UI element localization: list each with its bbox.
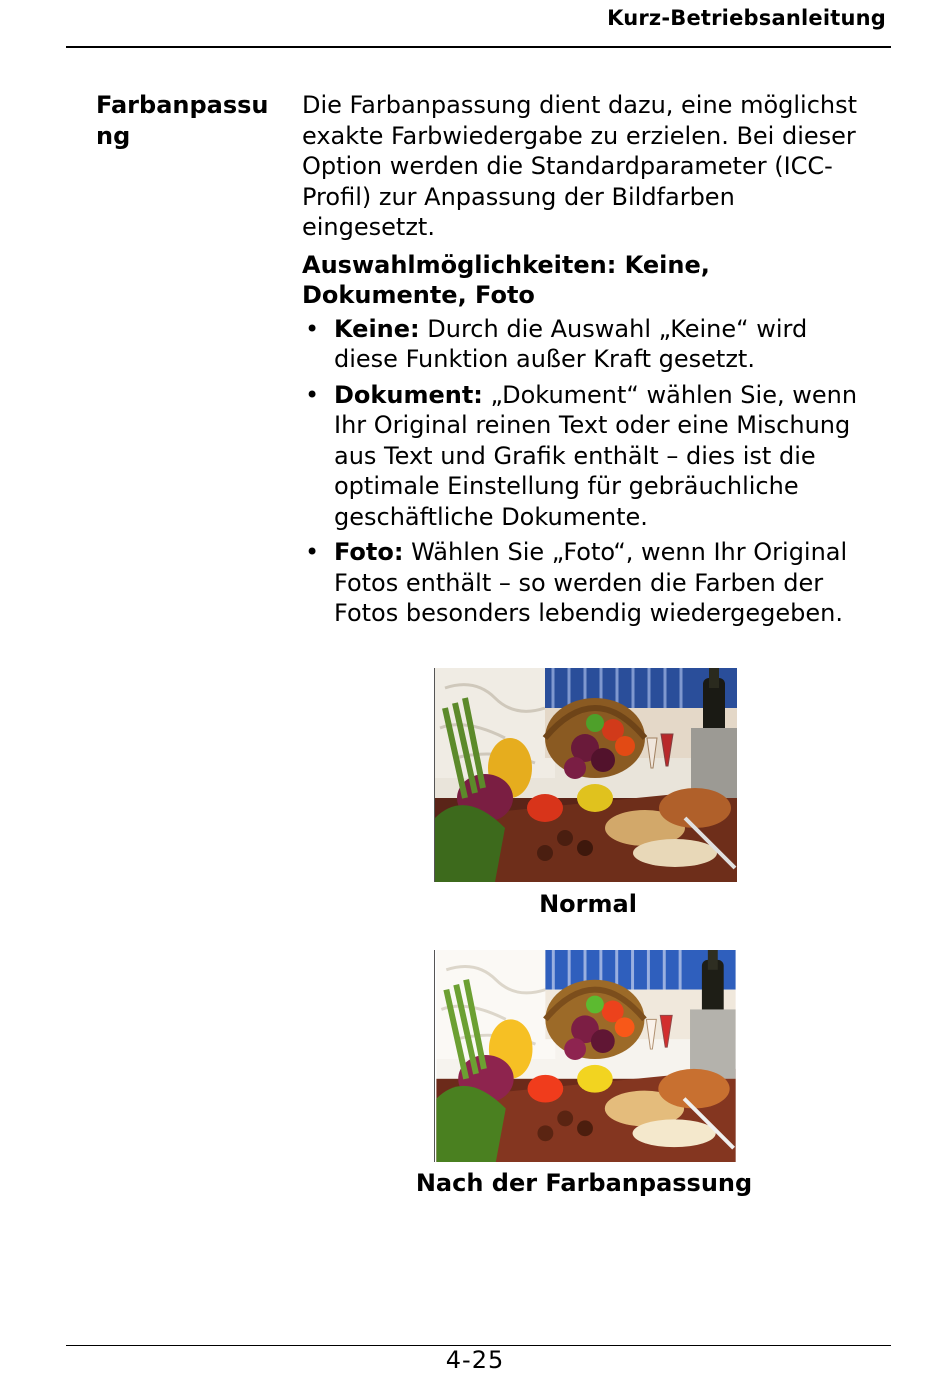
figure-caption-normal: Normal	[539, 890, 637, 918]
bullet-term: Foto:	[334, 538, 404, 566]
bullet-icon: •	[305, 314, 320, 343]
bullet-text: „Dokument“ wählen Sie, wenn Ihr Original reinen Text oder eine Mischung aus Text und Grafik enthält – dies ist die optimale Einstellung für gebräuchliche geschäftliche Dokumente.	[334, 380, 858, 531]
options-list	[302, 314, 872, 629]
list-item-foto	[302, 537, 872, 629]
list-item-keine	[302, 314, 872, 375]
section-body	[302, 90, 872, 634]
bullet-icon: •	[305, 380, 320, 409]
photo-color-matched	[434, 950, 737, 1162]
options-heading: Auswahlmöglichkeiten: Keine, Dokumente, Foto	[302, 250, 710, 309]
bullet-term: Keine:	[334, 314, 420, 343]
header-rule	[66, 46, 891, 48]
section-heading	[96, 90, 286, 152]
bullet-text: Durch die Auswahl „Keine“ wird diese Funktion außer Kraft gesetzt.	[334, 314, 808, 373]
photo-normal	[434, 668, 737, 882]
section-heading-line1: Farbanpassu	[96, 91, 269, 119]
running-header: Kurz-Betriebsanleitung	[607, 6, 886, 30]
bullet-icon: •	[305, 538, 320, 566]
bullet-text: Wählen Sie „Foto“, wenn Ihr Original Fotos enthält – so werden die Farben der Fotos besonders lebendig wiedergegeben.	[334, 538, 848, 627]
section-heading-line2: ng	[96, 122, 131, 150]
page-number: 4-25	[445, 1346, 505, 1374]
bullet-term: Dokument:	[334, 380, 483, 409]
figure-caption-matched: Nach der Farbanpassung	[415, 1169, 753, 1197]
intro-paragraph: Die Farbanpassung dient dazu, eine möglichst exakte Farbwiedergabe zu erzielen. Bei dieser Option werden die Standardparameter (ICC-Profil) zur Anpassung der Bildfarben eingesetzt.	[302, 91, 858, 241]
list-item-dokument	[302, 380, 872, 533]
